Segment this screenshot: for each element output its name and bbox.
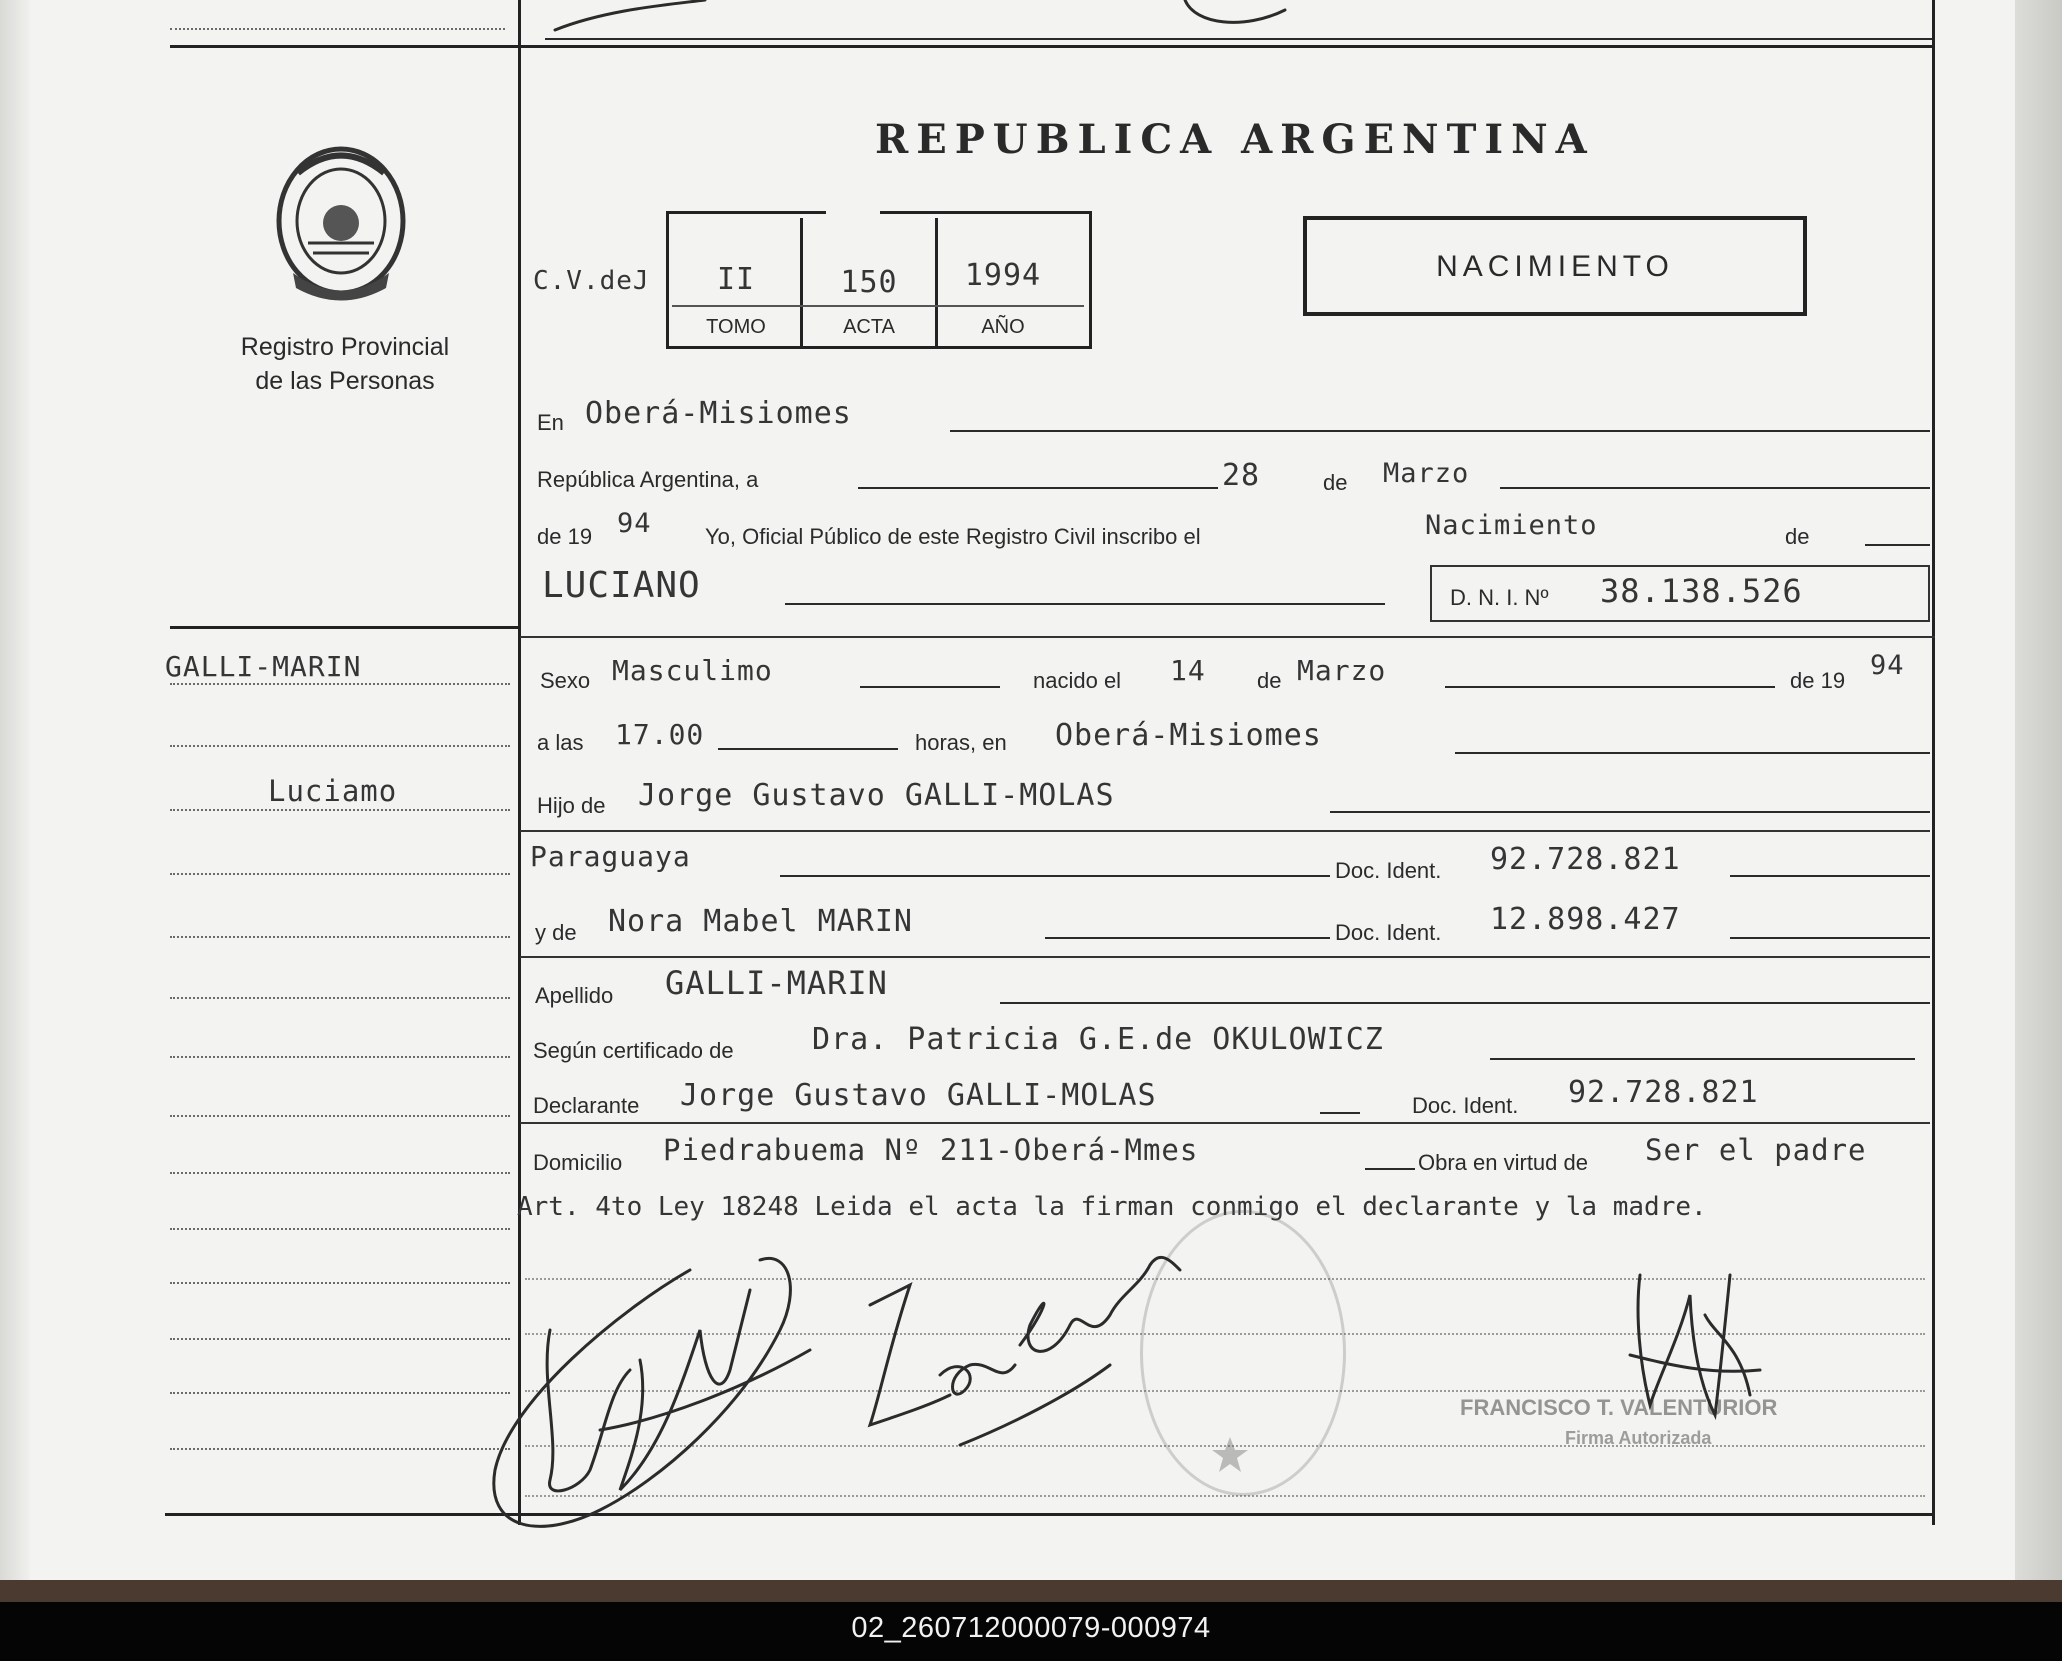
page-right-edge	[2015, 0, 2062, 1580]
provincial-seal-icon	[268, 143, 414, 303]
margin-dotted-7	[170, 1056, 510, 1058]
page-bottom-shadow	[0, 1580, 2062, 1602]
obra-value: Ser el padre	[1645, 1133, 1867, 1167]
a-las-label: a las	[537, 730, 584, 755]
sexo-label: Sexo	[540, 668, 591, 693]
hour-line	[718, 748, 898, 750]
tomo-value: II	[716, 262, 756, 297]
father-doc-label: Doc. Ident.	[1335, 858, 1442, 883]
anio-label: AÑO	[981, 316, 1025, 338]
apellido-value: GALLI-MARIN	[665, 964, 888, 1002]
child-name: LUCIANO	[542, 565, 701, 606]
article-line: Art. 4to Ley 18248 Leida el acta la firman conmigo el declarante y la madre.	[517, 1192, 1707, 1222]
domicilio-line	[1365, 1168, 1415, 1170]
bottom-rule	[165, 1513, 1935, 1516]
year-suffix: 94	[617, 508, 652, 539]
place-line	[950, 430, 1930, 432]
record-grid-mid	[672, 305, 1084, 307]
mother-doc-line	[1730, 937, 1930, 939]
certificado-value: Dra. Patricia G.E.de OKULOWICZ	[812, 1022, 1384, 1057]
anio-value: 1994	[964, 258, 1042, 293]
stamp-star-icon	[1210, 1435, 1250, 1475]
margin-rule	[170, 626, 520, 629]
margin-dotted-12	[170, 1338, 510, 1340]
margin-dotted-1	[170, 683, 510, 685]
father-doc: 92.728.821	[1490, 842, 1681, 877]
birth-month-line	[1445, 686, 1775, 688]
de-year-label: de 19	[537, 524, 593, 549]
mother-doc-label: Doc. Ident.	[1335, 920, 1442, 945]
month-value: Marzo	[1383, 458, 1470, 489]
apellido-line	[1000, 1002, 1930, 1004]
nacido-label: nacido el	[1033, 668, 1122, 693]
event-end-line	[1865, 544, 1930, 546]
record-grid-top-a	[666, 211, 826, 214]
document-type: NACIMIENTO	[1436, 250, 1674, 283]
row-separator-2	[520, 830, 1930, 832]
header-rule	[170, 45, 1932, 48]
father-name-line	[1330, 811, 1930, 813]
margin-dotted-2	[170, 745, 510, 747]
mother-name-line	[1045, 937, 1330, 939]
acta-value: 150	[840, 265, 898, 300]
binding-edge	[0, 0, 30, 1580]
day-value: 28	[1222, 458, 1261, 493]
margin-dotted-13	[170, 1392, 510, 1394]
declarante-doc-label: Doc. Ident.	[1412, 1093, 1519, 1118]
margin-dotted-10	[170, 1228, 510, 1230]
declarante-line	[1320, 1112, 1360, 1114]
margin-dotted-4	[170, 873, 510, 875]
en-label: En	[537, 410, 564, 435]
declarante-value: Jorge Gustavo GALLI-MOLAS	[680, 1078, 1157, 1113]
month-line	[1500, 487, 1930, 489]
event-value: Nacimiento	[1425, 510, 1598, 541]
father-nationality: Paraguaya	[530, 840, 691, 873]
birth-de19-label: de 19	[1790, 668, 1846, 693]
registry-name	[205, 330, 485, 398]
certificado-line	[1490, 1058, 1915, 1060]
margin-given-name: Luciamo	[268, 774, 398, 808]
column-divider-right	[1932, 0, 1935, 1525]
row-separator-4	[520, 1122, 1930, 1124]
obra-label: Obra en virtud de	[1418, 1150, 1588, 1175]
country-title: REPUBLICA ARGENTINA	[875, 116, 1595, 163]
dni-label: D. N. I. Nº	[1450, 585, 1549, 610]
official-name: FRANCISCO T. VALENTURIOR	[1460, 1395, 1778, 1420]
apellido-label: Apellido	[535, 983, 614, 1008]
domicilio-value: Piedrabuema Nº 211-Oberá-Mmes	[663, 1133, 1199, 1167]
father-signature	[480, 1230, 880, 1550]
margin-dotted-8	[170, 1115, 510, 1117]
birth-place-line	[1455, 752, 1930, 754]
acta-label: ACTA	[843, 316, 895, 338]
dni-value: 38.138.526	[1600, 572, 1803, 610]
official-role: Firma Autorizada	[1565, 1428, 1712, 1448]
record-grid-top-b	[880, 211, 1092, 214]
sexo-value: Masculimo	[612, 654, 773, 687]
segun-label: Según certificado de	[533, 1038, 734, 1063]
sexo-line	[860, 686, 1000, 688]
margin-dotted-5	[170, 936, 510, 938]
tomo-label: TOMO	[706, 316, 766, 338]
mother-name: Nora Mabel MARIN	[608, 904, 913, 939]
de-label: de	[1323, 470, 1348, 495]
place-value: Oberá-Misiomes	[585, 396, 852, 431]
y-de-label: y de	[535, 920, 577, 945]
father-name: Jorge Gustavo GALLI-MOLAS	[638, 778, 1115, 813]
date-line-a	[858, 487, 1218, 489]
margin-dotted-14	[170, 1448, 510, 1450]
hour-value: 17.00	[615, 718, 705, 751]
birth-place: Oberá-Misiomes	[1055, 718, 1322, 753]
official-signature	[1620, 1255, 1770, 1435]
mother-doc: 12.898.427	[1490, 902, 1681, 937]
declarante-doc: 92.728.821	[1568, 1075, 1759, 1110]
child-name-line	[785, 603, 1385, 605]
birth-de-label: de	[1257, 668, 1282, 693]
republica-label: República Argentina, a	[537, 467, 759, 492]
record-prefix: C.V.deJ	[533, 266, 650, 296]
birth-day: 14	[1170, 654, 1206, 687]
horas-label: horas, en	[915, 730, 1007, 755]
footer-code: 02_260712000079-000974	[851, 1612, 1211, 1644]
margin-dotted-11	[170, 1282, 510, 1284]
hijo-label: Hijo de	[537, 793, 606, 818]
mother-signature	[850, 1245, 1190, 1465]
row-separator-1	[520, 636, 1935, 638]
birth-year-suffix: 94	[1870, 650, 1905, 681]
father-doc-line	[1730, 875, 1930, 877]
top-dotted-line	[170, 28, 505, 30]
margin-dotted-9	[170, 1172, 510, 1174]
margin-dotted-6	[170, 997, 510, 999]
de-end-label: de	[1785, 524, 1810, 549]
top-signature-remnant	[545, 0, 1345, 40]
margin-dotted-3	[170, 809, 510, 811]
row-separator-3	[520, 956, 1930, 958]
registry-line1: Registro Provincial	[240, 333, 450, 361]
domicilio-label: Domicilio	[533, 1150, 623, 1175]
margin-surname: GALLI-MARIN	[165, 650, 362, 683]
nationality-line	[780, 875, 1330, 877]
yo-label: Yo, Oficial Público de este Registro Civil inscribo el	[705, 524, 1201, 549]
declarante-label: Declarante	[533, 1093, 640, 1118]
registry-line2: de las Personas	[255, 367, 435, 395]
birth-month: Marzo	[1297, 654, 1387, 687]
